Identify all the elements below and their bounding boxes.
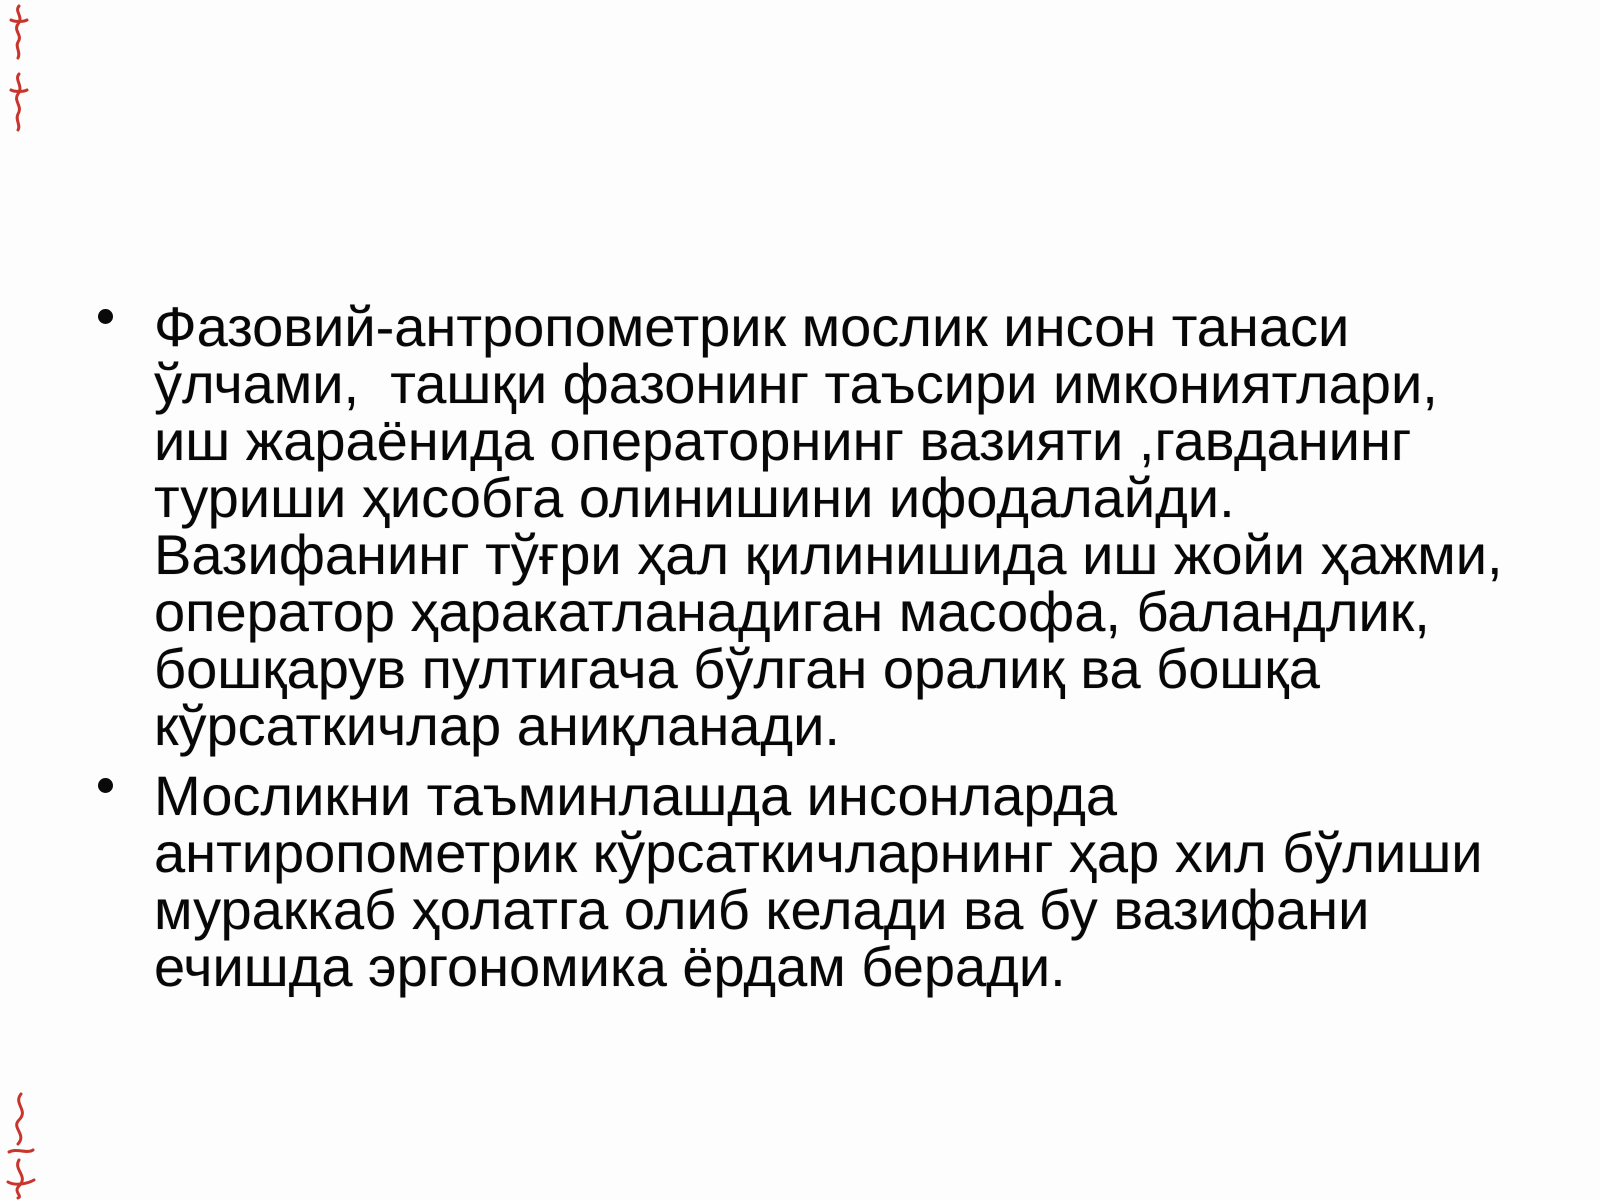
text-line: Вазифанинг тўғри ҳал қилинишида иш жойи ҳажми, (154, 523, 1503, 586)
text-line: Мосликни таъминлашда инсонларда (154, 764, 1118, 827)
bullet-text (154, 295, 1503, 757)
bullet-item (98, 764, 1568, 998)
bullet-item (98, 295, 1568, 757)
text-line: ечишда эргономика ёрдам беради. (154, 935, 1066, 998)
text-line: кўрсаткичлар аниқланади. (154, 694, 840, 757)
text-line: Фазовий-антропометрик мослик инсон танаси (154, 295, 1350, 358)
text-line: антиропометрик кўрсаткичларнинг ҳар хил бўлиши (154, 821, 1483, 884)
text-line: туриши ҳисобга олинишини ифодалайди. (154, 466, 1235, 529)
bullet-text (154, 764, 1483, 998)
red-scribble-bottom-left-icon (3, 1090, 39, 1200)
text-line: оператор ҳаракатланадиган масофа, баландлик, (154, 580, 1430, 643)
text-line: мураккаб ҳолатга олиб келади ва бу вазифани (154, 878, 1370, 941)
bullet-icon (98, 309, 113, 324)
text-line: ўлчами, ташқи фазонинг таъсири имкониятлари, (154, 352, 1438, 415)
bullet-list (98, 295, 1568, 998)
red-scribble-top-left-icon (6, 2, 32, 134)
bullet-icon (98, 778, 113, 793)
text-line: бошқарув пултигача бўлган оралиқ ва бошқа (154, 637, 1320, 700)
text-line: иш жараёнида операторнинг вазияти ,гавданинг (154, 409, 1412, 472)
